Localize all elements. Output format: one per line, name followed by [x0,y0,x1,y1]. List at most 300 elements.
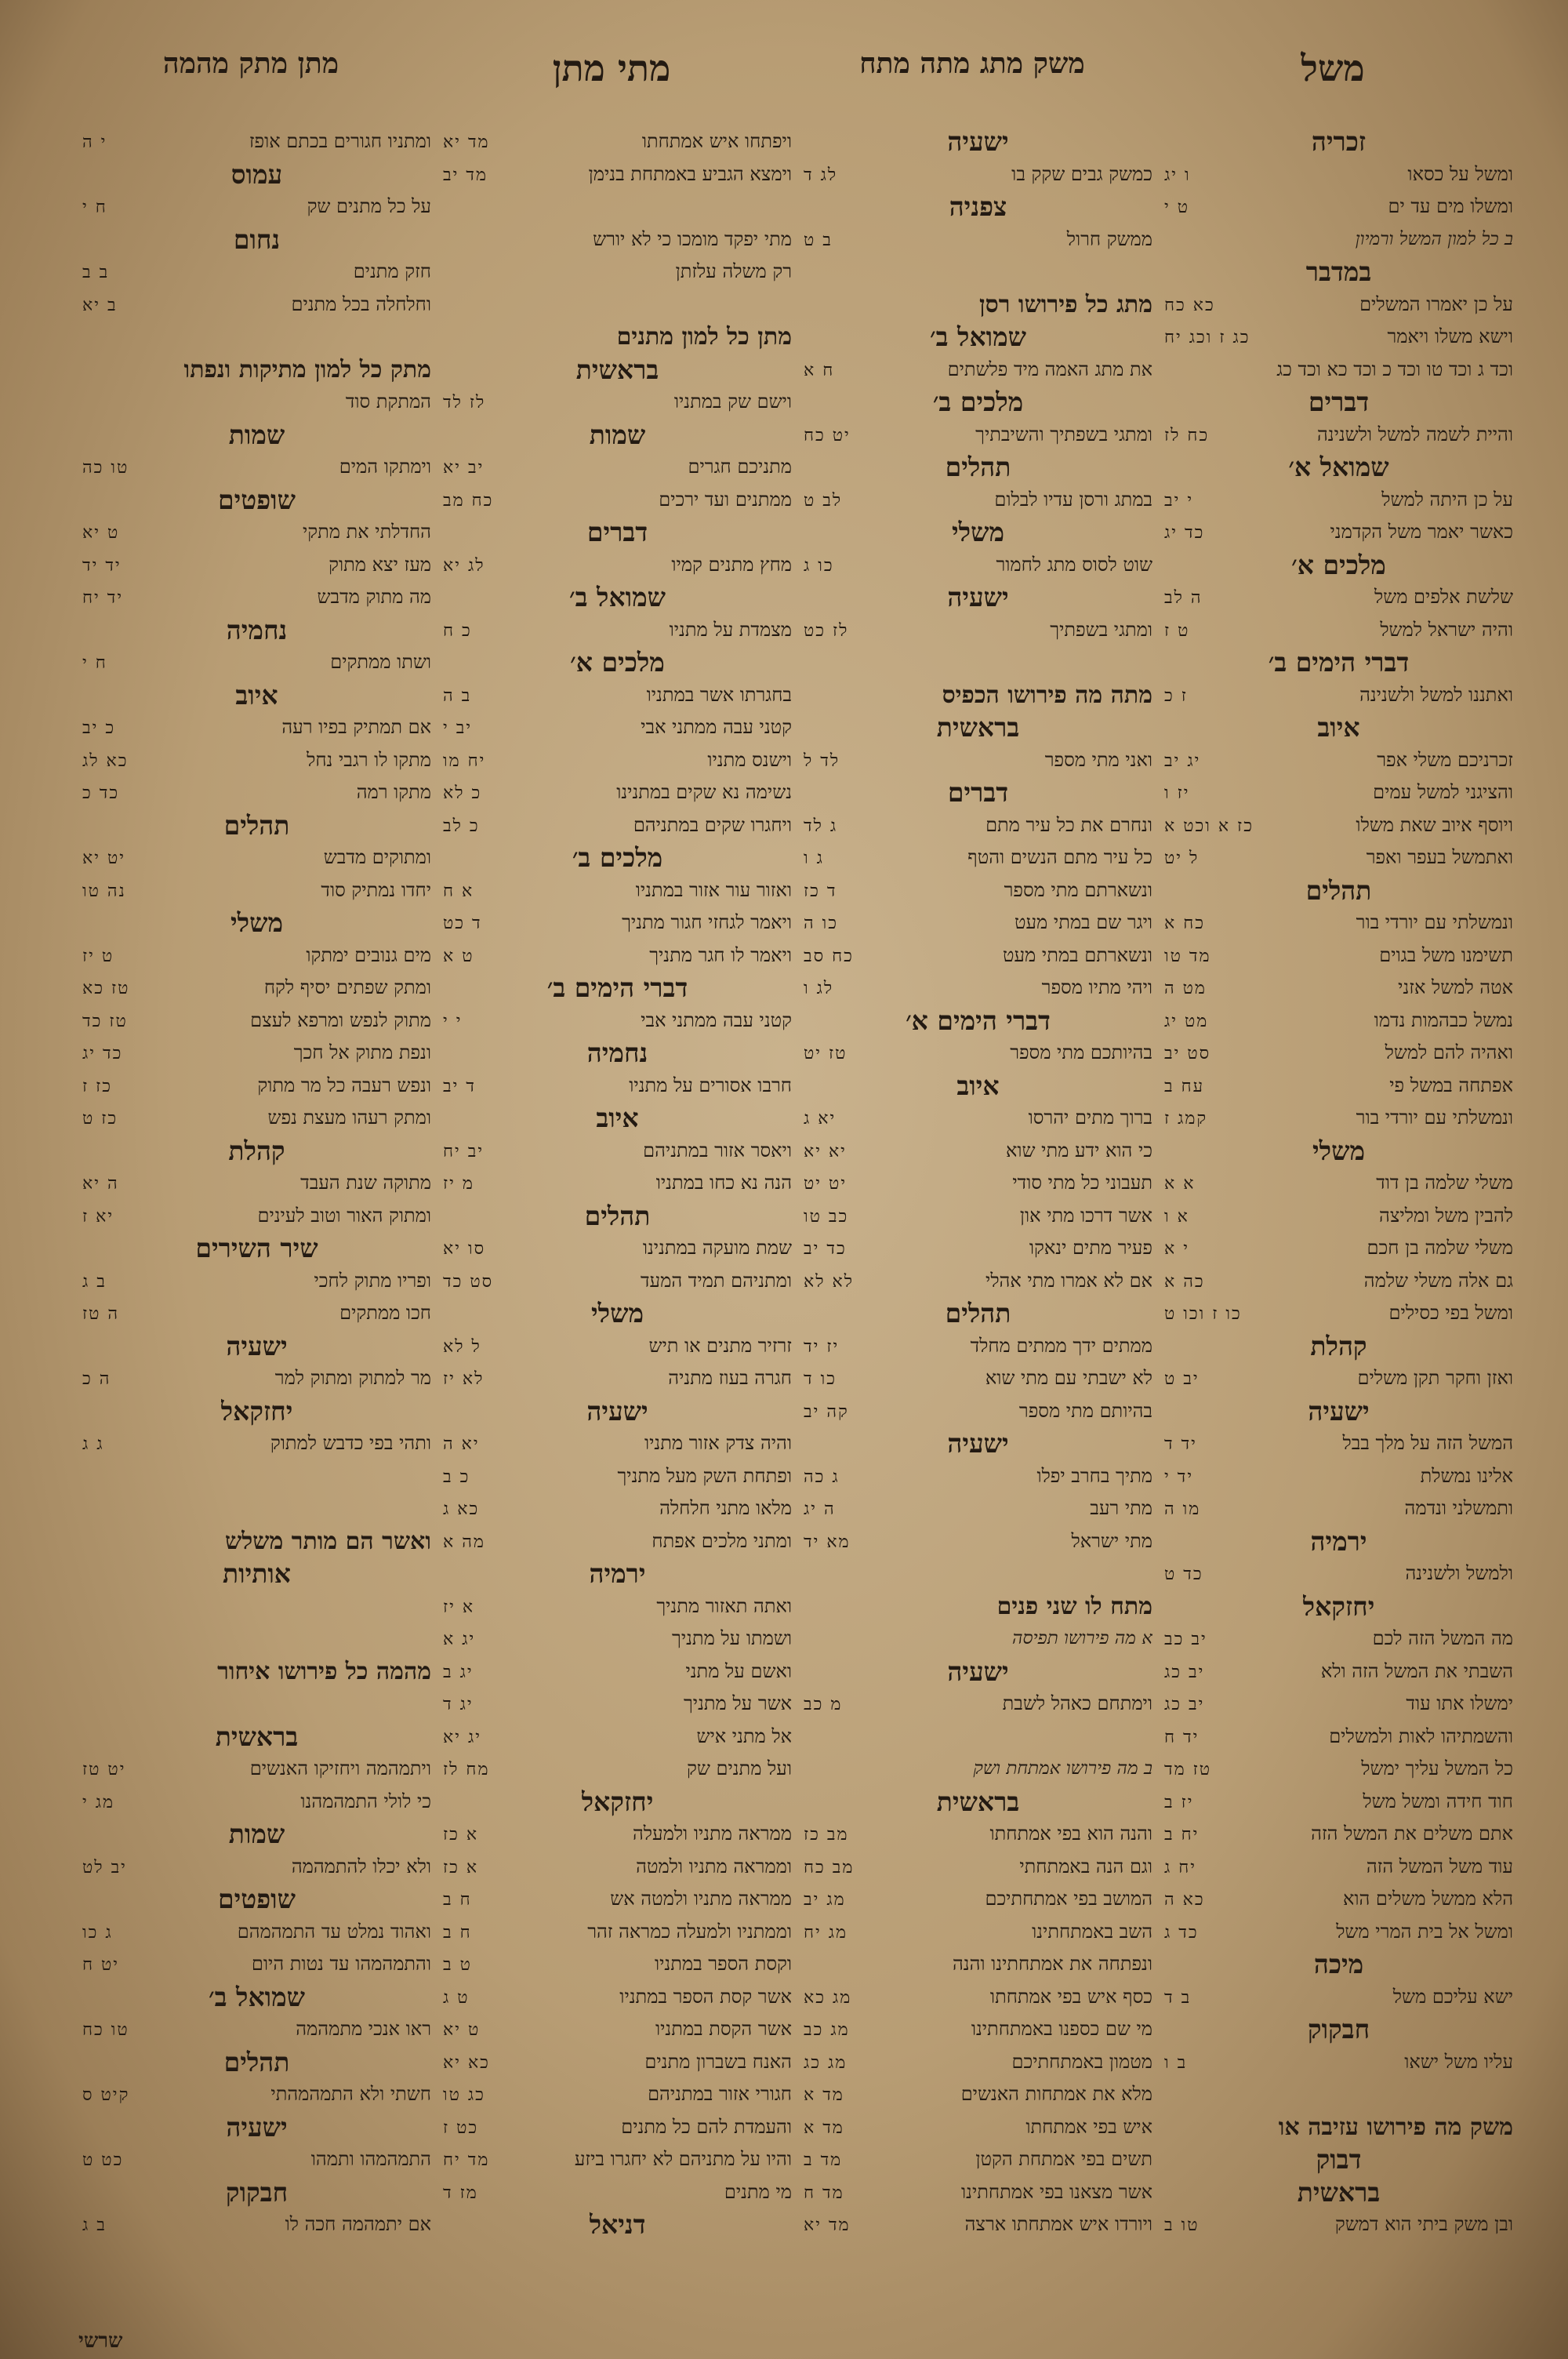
verse-reference: יב לט [82,1857,127,1877]
line-text: דברים [1308,387,1370,417]
citation-line [82,1005,431,1038]
citation-line [1164,1005,1513,1038]
verse-reference: ד כט [443,914,482,933]
line-text: תהלים [223,809,290,841]
line-text: משלי [1312,1135,1366,1166]
line-text: האנח בשברון מתנים [644,2050,792,2073]
book-heading [82,1558,431,1590]
verse-reference: ד יב [443,1076,476,1096]
citation-line [1164,841,1513,874]
verse-reference: א יז [443,1597,475,1617]
line-text: תהלים [1305,874,1372,906]
verse-reference: מד יח [443,2150,490,2170]
citation-line [82,874,431,907]
verse-reference: קיט ס [82,2085,130,2105]
line-text: חבקוק [225,2176,289,2208]
citation-line [443,1851,792,1884]
verse-reference: קמג ז [1164,1109,1208,1129]
line-text: יחדו נמתיק סוד [321,878,431,901]
verse-reference: ד כז [804,881,837,901]
line-text: ונפת מתוק אל חכך [293,1041,431,1063]
citation-line [1164,1427,1513,1460]
line-text: מלכים א׳ [1291,549,1386,580]
citation-line [443,1330,792,1363]
citation-line [82,940,431,972]
line-text: ונשארתם במתי מעט [1002,943,1152,966]
verse-reference: טז כא [82,979,130,998]
concordance-page [74,47,1513,2314]
line-text: ושתו ממתקים [330,651,431,673]
citation-line [804,809,1152,842]
line-text: מים גנובים ימתקו [306,943,431,966]
verse-reference: כד יב [804,1239,847,1259]
line-text: אלינו נמשלת [1420,1464,1513,1487]
book-heading [804,191,1152,224]
verse-reference: מד ב [804,2150,843,2170]
line-text: זרזיר מתנים או תיש [648,1334,792,1357]
book-heading [1164,451,1513,484]
citation-line [1164,581,1513,614]
verse-reference: טו ב [1164,2215,1200,2235]
citation-line [443,1916,792,1949]
verse-reference: מט יג [1164,1011,1209,1031]
citation-line [1164,1200,1513,1233]
line-text: ממתים ידך ממתים מחלד [970,1334,1152,1357]
citation-line [443,2046,792,2079]
citation-line [82,646,431,679]
line-text: ממראה מתניו ולמטה אש [610,1888,792,1910]
verse-reference: ה יא [82,1174,119,1194]
citation-line [1164,1460,1513,1493]
verse-reference: כח לז [1164,425,1210,445]
verse-reference: מג י [82,1792,115,1812]
line-text: משלי [591,1298,644,1329]
line-text: חרבו אסורים על מתניו [629,1074,792,1096]
citation-line [804,224,1152,256]
book-heading [443,516,792,549]
line-text: בראשית [215,1721,299,1752]
book-heading [82,484,431,517]
spacer [804,1558,1152,1590]
verse-reference: יד יד [82,555,122,576]
book-heading [1164,1135,1513,1168]
verse-reference: ט יא [443,2020,481,2040]
citation-line [804,2143,1152,2176]
citation-line [82,2208,431,2241]
book-heading [443,581,792,614]
line-text: אתם משלים את המשל הזה [1311,1823,1513,1845]
line-text: שמואל ב׳ [930,322,1027,352]
running-head-col-4: מתן מתק מהמה [162,47,339,80]
citation-line [804,1981,1152,2014]
line-text: אם לא אמרו מתי אהלי [985,1269,1152,1292]
citation-line [1164,907,1513,940]
verse-reference: מד א [804,2117,844,2138]
citation-line [443,679,792,712]
citation-line [1164,1916,1513,1949]
citation-line [443,907,792,940]
line-text: משלי שלמה בן דוד [1376,1172,1513,1194]
line-text: רק משלה עלזתן [675,260,792,282]
verse-reference: ח ב [443,1890,472,1910]
line-text: מתק כל למון מתיקות ונפתו [183,355,431,383]
verse-reference: כג טו [443,2085,485,2105]
line-text: וכד ג וכד טו וכד כ וכד כא וכד כג [1276,358,1513,380]
line-text: ויתמהמה ויחזיקו האנשים [249,1757,431,1779]
verse-reference: א א [1164,1174,1196,1194]
citation-line [1164,484,1513,517]
line-text: כל עיר מתם הנשים והטף [967,846,1152,868]
book-heading [1164,1525,1513,1558]
line-text: ישעיה [1308,1395,1370,1427]
book-heading [82,419,431,452]
verse-reference: מד יא [443,133,490,152]
book-heading [443,1558,792,1590]
citation-line [1164,2046,1513,2079]
line-text: אטה למשל אזני [1398,976,1513,998]
book-heading [82,2176,431,2209]
line-text: וממתניו ולמעלה כמראה זהר [587,1920,792,1943]
book-heading [82,1135,431,1168]
book-heading [804,1427,1152,1460]
root-heading [804,289,1152,322]
citation-line [804,419,1152,452]
line-text: וימצא הגביע באמתחת בנימן [588,162,792,185]
citation-line [82,972,431,1005]
root-heading [443,321,792,354]
verse-reference: יב יא [443,458,485,478]
line-text: שמואל ב׳ [209,1981,306,2012]
line-text: תשימנו משל בגוים [1379,943,1513,966]
citation-line [82,1362,431,1395]
book-heading [443,1297,792,1330]
line-text: נחמיה [586,1038,648,1068]
line-text: גם אלה משלי שלמה [1363,1269,1513,1292]
line-text: בראשית [936,712,1020,743]
citation-line [804,1492,1152,1525]
line-text: ואתמשל בעפר ואפר [1366,846,1513,868]
verse-reference: טו כה [82,458,129,478]
citation-line [1164,321,1513,354]
book-heading [1164,1395,1513,1428]
citation-line [1164,1232,1513,1265]
verse-reference: כד כ [82,783,120,803]
verse-reference: מז ד [443,2183,478,2203]
line-text: חגרה בעוז מתניה [668,1367,792,1389]
verse-reference: כא ג [443,1499,480,1519]
line-text: דניאל [589,2209,646,2240]
citation-line [443,711,792,744]
verse-reference: טז מד [1164,1760,1212,1779]
line-text: איוב [235,679,278,711]
line-text: ולא יכלו להתמהמה [291,1855,431,1877]
citation-line [443,1525,792,1558]
citation-line [1164,2208,1513,2241]
verse-reference: א ח [443,881,474,901]
line-text: משלי [952,517,1005,547]
book-heading [1164,125,1513,158]
citation-line [804,1167,1152,1200]
line-text: ואזן וחקר תקן משלים [1357,1367,1513,1389]
verse-reference: סט יב [1164,1044,1211,1063]
line-text: דבוק [1316,2144,1362,2175]
verse-reference: מה א [443,1532,485,1552]
verse-reference: א כז [443,1857,479,1877]
citation-line [443,1135,792,1168]
verse-reference: לב ט [804,490,843,511]
verse-reference: כט ז [443,2117,479,2138]
line-text: ושמתו על מתניך [672,1627,792,1649]
line-text: וימתקו המים [339,456,431,478]
citation-line [82,256,431,289]
line-text: מר למתוק ומתוק למר [274,1367,431,1389]
line-text: ממראה מתניו ולמעלה [632,1823,792,1845]
line-text: עמוס [230,158,283,190]
citation-line [82,191,431,224]
citation-line [443,224,792,256]
line-text: אשר דרכו מתי און [1019,1204,1152,1227]
verse-reference: מד א [804,2085,844,2105]
column-1 [1164,125,1513,2298]
line-text: המשל הזה על מלך בבל [1342,1432,1513,1454]
line-text: דברים [586,517,648,547]
citation-line [1164,1167,1513,1200]
citation-line [1164,1623,1513,1656]
gloss-line [804,1623,1152,1656]
citation-line [443,484,792,517]
book-heading [1164,256,1513,289]
citation-line [443,2176,792,2209]
line-text: מלא את אמתחות האנשים [960,2083,1152,2105]
citation-line [443,1688,792,1721]
book-heading [804,321,1152,354]
verse-reference: יב כג [1164,1662,1205,1682]
line-text: ופתחת השק מעל מתניך [617,1464,792,1487]
root-heading [82,1525,431,1558]
book-heading [804,711,1152,744]
citation-line [443,874,792,907]
citation-line [82,289,431,322]
verse-reference: ז כ [1164,685,1188,706]
book-heading [443,354,792,387]
line-text: ויגר שם במתי מעט [1014,911,1152,933]
verse-reference: יז יד [804,1336,840,1357]
verse-reference: כ ב [443,1467,470,1487]
book-heading [804,1297,1152,1330]
verse-reference: יד י [1164,1467,1194,1487]
book-heading [82,1883,431,1916]
verse-reference: ה לב [1164,588,1203,608]
citation-line [443,549,792,582]
running-head-col-2: משק מתג מתה מתח [859,47,1085,80]
line-text: ב מה פירושו אמתחת ושק [973,1758,1152,1779]
line-text: ישעיה [226,1330,288,1361]
citation-line [82,2013,431,2046]
citation-line [443,1623,792,1656]
citation-line [804,2013,1152,2046]
verse-reference: כא לג [82,751,129,771]
line-text: והציגני למשל עמים [1373,781,1513,803]
line-text: ואשר הם מותר משלש [224,1527,431,1555]
book-heading [82,1232,431,1265]
book-heading [443,1200,792,1233]
line-text: ואהוד נמלט עד התמהמהם [237,1920,431,1943]
verse-reference: ה יג [804,1499,836,1519]
line-text: ונשארתם מתי מספר [1004,878,1152,901]
line-text: חבקוק [1307,2014,1370,2045]
line-text: וימתחם כאהל לשבת [1002,1692,1152,1714]
line-text: איש בפי אמתחתו [1025,2115,1152,2138]
verse-reference: יד יח [82,588,124,608]
citation-line [804,744,1152,777]
citation-line [443,776,792,809]
book-heading [443,972,792,1005]
verse-reference: לז כט [804,620,849,641]
line-text: תהלים [945,1298,1011,1329]
book-heading [804,581,1152,614]
book-heading [443,1395,792,1428]
citation-line [1164,289,1513,322]
line-text: כי לולי התמהמהנו [300,1790,431,1812]
verse-reference: נה טו [82,881,126,901]
verse-reference: יט טז [82,1760,126,1779]
book-heading [1164,2143,1513,2176]
verse-reference: יח ג [1164,1857,1197,1877]
line-text: ראו אנכי מתמהמה [296,2018,431,2040]
citation-line [1164,419,1513,452]
citation-line [804,1525,1152,1558]
spacer [82,1460,431,1493]
line-text: תהלים [584,1200,651,1231]
verse-reference: ל לא [443,1336,481,1357]
book-heading [804,125,1152,158]
book-heading [443,1102,792,1135]
verse-reference: יח מו [443,751,486,771]
line-text: א מה פירושו תפיסה [1012,1628,1152,1648]
line-text: ומתני מלכים אפתח [652,1529,792,1552]
book-heading [1164,874,1513,907]
line-text: כסף איש בפי אמתחתו [989,1985,1152,2008]
citation-line [82,125,431,158]
line-text: בראשית [575,354,659,385]
verse-reference: יב כב [1164,1630,1207,1649]
verse-reference: לד ל [804,751,840,771]
line-text: זכריה [1311,126,1367,157]
citation-line [443,1460,792,1493]
line-text: וישם שק במתניו [673,391,792,413]
citation-line [82,841,431,874]
spacer [82,1492,431,1525]
verse-reference: לג ו [804,979,834,998]
line-text: ישעיה [947,1428,1009,1459]
citation-line [82,1786,431,1819]
citation-line [82,1851,431,1884]
line-text: ומשל אל בית המרי משל [1336,1920,1513,1943]
line-text: כמשק גבים שקק בו [1011,162,1152,185]
verse-reference: י י [443,1011,463,1031]
verse-reference: כג ז וכג יח [1164,328,1250,347]
citation-line [82,1037,431,1070]
book-heading [82,158,431,191]
verse-reference: ל יט [1164,849,1200,868]
line-text: כל המשל עליך ימשל [1361,1757,1513,1779]
line-text: ויוסף איוב שאת משלו [1356,813,1513,836]
verse-reference: מג יב [804,1890,846,1910]
line-text: אשר מצאנו בפי אמתחתינו [961,2180,1152,2203]
line-text: והנה הוא בפי אמתחתו [989,1823,1152,1845]
line-text: לא ישבתי עם מתי שוא [985,1367,1152,1389]
citation-line [443,256,792,289]
citation-line [443,125,792,158]
verse-reference: מט ה [1164,979,1207,998]
citation-line [443,2078,792,2111]
citation-line [804,1916,1152,1949]
book-heading [82,679,431,712]
book-heading [1164,549,1513,582]
verse-reference: מג כב [804,2020,850,2040]
verse-reference: ח י [82,653,107,673]
verse-reference: יד ח [1164,1727,1200,1747]
verse-reference: ח א [804,360,835,380]
verse-reference: מח לז [443,1760,490,1779]
citation-line [1164,1688,1513,1721]
line-text: מתח לו שני פנים [996,1592,1152,1620]
verse-reference: א כז [443,1825,479,1845]
book-heading [443,841,792,874]
verse-reference: ח י [82,198,107,217]
verse-reference: יז ב [1164,1792,1194,1812]
verse-reference: מד יא [804,2215,851,2235]
citation-line [82,1427,431,1460]
line-text: ואתננו למשל ולשנינה [1359,683,1513,706]
verse-reference: כב טו [804,1206,849,1227]
citation-line [804,1851,1152,1884]
citation-line [1164,1656,1513,1688]
verse-reference: י יב [1164,490,1194,511]
line-text: נחמיה [226,614,288,645]
line-text: וגם הנה באמתחתי [1019,1855,1152,1877]
book-heading [1164,711,1513,744]
line-text: מתי יפקד מומכו כי לא יורש [593,227,792,250]
citation-line [82,2143,431,2176]
line-text: הלא ממשל משלים הוא [1342,1888,1513,1910]
line-text: על כן יאמרו המשלים [1359,293,1513,315]
citation-line [1164,1883,1513,1916]
line-text: את מתג האמה מיד פלשתים [947,358,1152,380]
citation-line [82,2078,431,2111]
line-text: ומשלו מים עד ים [1388,195,1513,217]
citation-line [1164,776,1513,809]
line-text: מטמון באמתחתיכם [1011,2050,1152,2073]
line-text: ומתק שפתים יסיף לקח [263,976,431,998]
line-text: שוט לסוס מתג לחמור [996,553,1152,576]
citation-line [804,940,1152,972]
verse-reference: יב יח [443,1141,485,1161]
book-heading [804,1656,1152,1688]
citation-line [1164,809,1513,842]
verse-reference: ה טז [82,1304,120,1324]
line-text: ופריו מתוק לחכי [314,1269,431,1292]
citation-line [804,874,1152,907]
citation-line [443,1590,792,1623]
citation-line [443,744,792,777]
verse-reference: מד יב [443,165,488,185]
book-heading [82,1818,431,1851]
line-text: ואני מתי מספר [1044,748,1152,771]
spacer [82,1623,431,1656]
line-text: אם יתמהמה חכה לו [285,2213,431,2235]
citation-line [1164,940,1513,972]
